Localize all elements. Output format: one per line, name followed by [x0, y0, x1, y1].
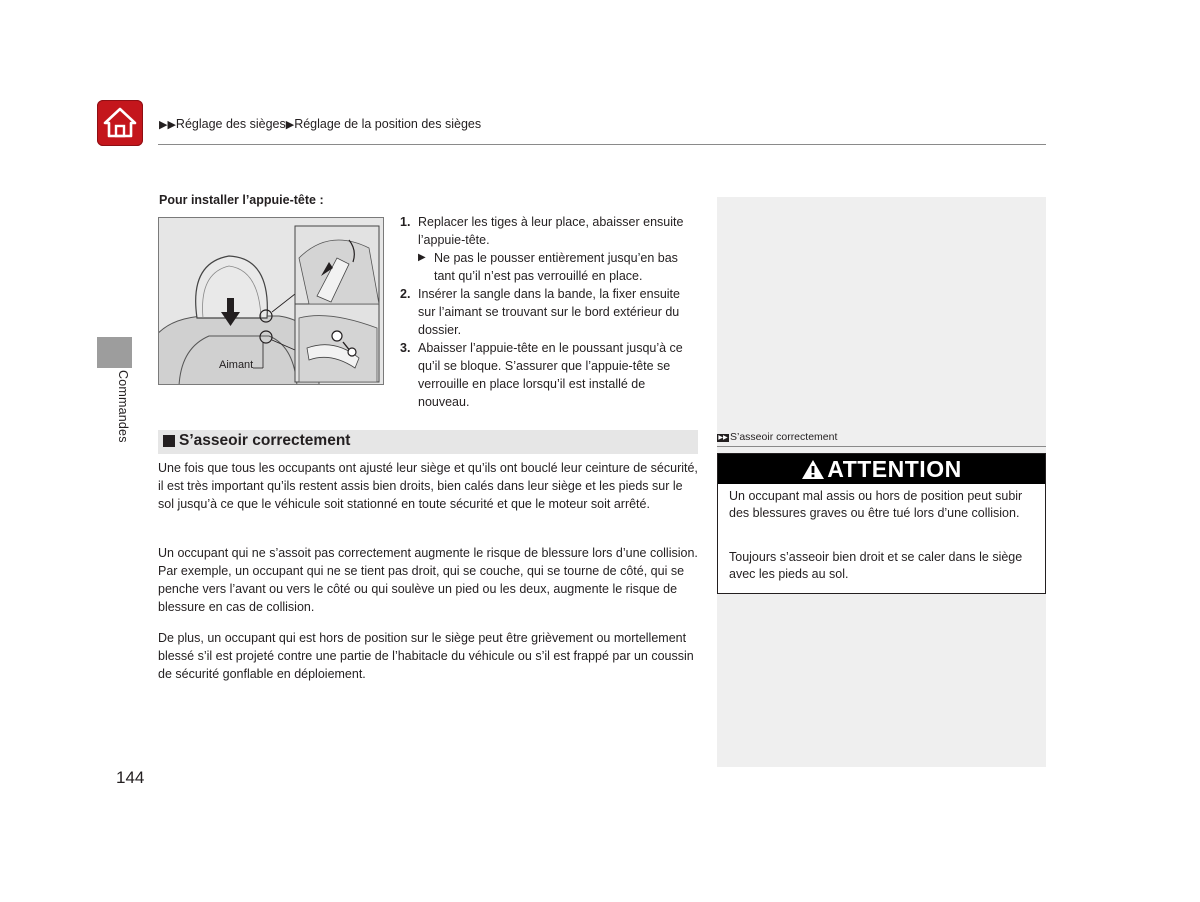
body-paragraph: De plus, un occupant qui est hors de position sur le siège peut être grièvement ou mortellement blessé s’il est projeté contre une partie de l’habitacle du véhicule ou s’il est frappé par un coussin de sécurité gonflable en déploiement.	[158, 631, 694, 681]
home-icon	[102, 105, 138, 141]
warning-text: Toujours s’asseoir bien droit et se caler dans le siège avec les pieds au sol.	[729, 550, 1023, 581]
section-bullet-icon	[163, 435, 175, 447]
breadcrumb	[159, 117, 481, 131]
reference-mark-icon: ▶▶	[718, 435, 728, 441]
step-number: 1.	[400, 215, 411, 229]
section-title: S’asseoir correctement	[179, 432, 351, 449]
step-3	[400, 339, 695, 411]
sidebar-divider	[717, 446, 1046, 447]
step-number: 3.	[400, 341, 411, 355]
breadcrumb-link-position-sieges[interactable]: Réglage de la position des sièges	[294, 117, 482, 131]
page-number: 144	[116, 768, 145, 787]
warning-title: ATTENTION	[827, 456, 962, 482]
step-text: Abaisser l’appuie-tête en le poussant jusqu’à ce qu’il se bloque. S’assurer que l’appuie-tête se verrouille en place lorsqu’il est installé de nouveau.	[418, 341, 683, 409]
headrest-illustration	[158, 217, 384, 385]
step-1	[400, 213, 695, 249]
step-1-note	[418, 249, 695, 285]
step-text: Replacer les tiges à leur place, abaisser ensuite l’appuie-tête.	[418, 215, 684, 247]
body-paragraph: Une fois que tous les occupants ont ajusté leur siège et qu’ils ont bouclé leur ceinture de sécurité, il est très important qu’ils restent assis bien droits, bien calés dans leur siège et les pieds sur le sol jusqu’à ce que le véhicule soit stationné en toute sécurité et que le moteur soit arrêté.	[158, 461, 698, 511]
step-text: Insérer la sangle dans la bande, la fixer ensuite sur l’aimant se trouvant sur le bord extérieur du dossier.	[418, 287, 680, 337]
header-divider	[158, 144, 1046, 145]
warning-text: Un occupant mal assis ou hors de position peut subir des blessures graves ou être tué lors d’une collision.	[729, 489, 1023, 520]
home-button[interactable]	[97, 100, 143, 146]
install-heading: Pour installer l’appuie-tête :	[159, 193, 324, 207]
breadcrumb-link-reglage-sieges[interactable]: Réglage des sièges	[175, 117, 286, 131]
note-text: Ne pas le pousser entièrement jusqu’en bas tant qu’il n’est pas verrouillé en place.	[434, 251, 678, 283]
chapter-tab[interactable]	[97, 337, 132, 368]
body-paragraph: Un occupant qui ne s’assoit pas correctement augmente le risque de blessure lors d’une collision. Par exemple, un occupant qui ne se tient pas droit, qui se couche, qui se tourne de côté, qui se penche vers l’avant ou vers le côté ou qui soulève un pied ou les deux, augmente le risque de blessure en cas de collision.	[158, 546, 698, 614]
step-number: 2.	[400, 287, 411, 301]
figure-label-aimant: Aimant	[219, 359, 254, 371]
triangle-bullet-icon: ▶	[418, 252, 426, 263]
chevron-right-icon: ▶▶	[159, 119, 176, 131]
chevron-right-icon: ▶	[285, 119, 295, 131]
sidebar-note-reference	[717, 431, 837, 443]
chapter-tab-label: Commandes	[116, 370, 130, 443]
warning-header	[718, 454, 1045, 484]
step-2	[400, 285, 695, 339]
warning-triangle-icon	[801, 459, 825, 480]
sidebar-note-title: S’asseoir correctement	[730, 431, 838, 443]
install-steps	[400, 213, 695, 411]
